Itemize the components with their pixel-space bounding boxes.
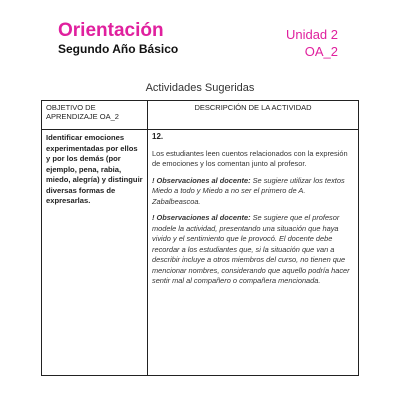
table-header-row bbox=[42, 101, 359, 130]
oa-label: OA_2 bbox=[304, 44, 338, 59]
observation-1-text: Se sugiere utilizar los textos Miedo a todo y Miedo a no ser el primero de A. Zabalbeascoa. bbox=[152, 175, 345, 206]
objective-text: Identificar emociones experimentadas por ellos y por los demás (por ejemplo, pena, rabia, miedo, alegría) y distinguir diversas formas de expresarlas. bbox=[46, 133, 143, 205]
table-row bbox=[42, 130, 359, 376]
observation-2-label: ! Observaciones al docente: bbox=[152, 213, 251, 222]
objective-column-header: OBJETIVO DE APRENDIZAJE OA_2 bbox=[42, 101, 148, 130]
observation-1-label: ! Observaciones al docente: bbox=[152, 175, 251, 185]
teacher-observation-2 bbox=[152, 213, 354, 287]
observation-2-text: Se sugiere que el profesor modele la actividad, presentando una situación que haya vivido y el sentimiento que le provocó. El docente debe recordar a los estudiantes que, si la situación que van a describir incluye a otros miembros del curso, no tienen que mencionar nombres, considerando que aquello podría hacer sentir mal al compañero o compañera mencionada. bbox=[152, 213, 350, 285]
objective-cell bbox=[42, 130, 148, 376]
section-title: Actividades Sugeridas bbox=[145, 82, 255, 94]
activity-number: 12. bbox=[152, 132, 164, 141]
description-cell bbox=[148, 130, 359, 376]
unit-label: Unidad 2 bbox=[285, 27, 338, 42]
grade-subtitle: Segundo Año Básico bbox=[58, 42, 179, 56]
description-column-header: DESCRIPCIÓN DE LA ACTIVIDAD bbox=[148, 101, 359, 130]
teacher-observation-1 bbox=[152, 176, 354, 208]
activity-paragraph: Los estudiantes leen cuentos relacionados con la expresión de emociones y los comentan junto al profesor. bbox=[152, 148, 348, 168]
page-title: Orientación bbox=[58, 20, 164, 41]
activities-table bbox=[41, 100, 359, 376]
